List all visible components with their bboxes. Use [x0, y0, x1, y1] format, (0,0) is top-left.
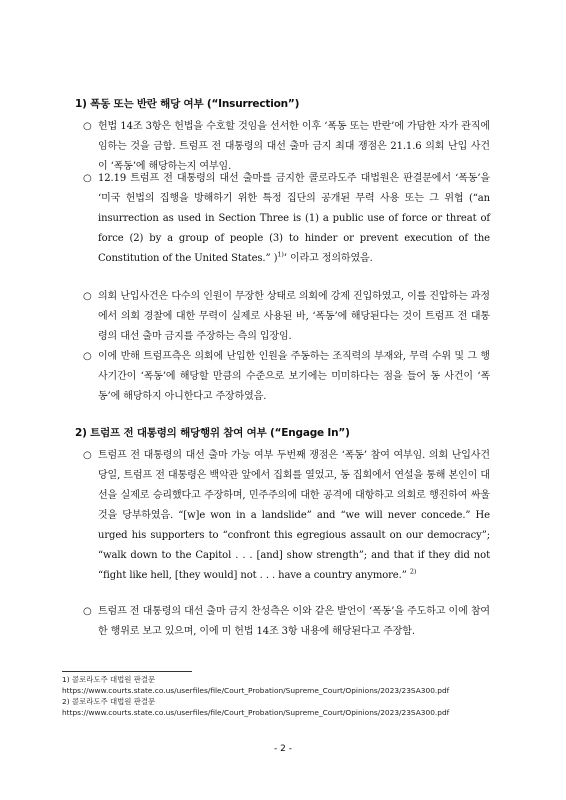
bullet-icon: ○ [83, 351, 92, 362]
section-heading-engage-in: 2) 트럼프 전 대통령의 해당행위 참여 여부 (“Engage In”) [75, 427, 350, 439]
paragraph-2-1-body: 트럼프 전 대통령의 대선 출마 가능 여부 두번째 쟁점은 ‘폭동’ 참여 여부임. 의회 난입사건 당일, 트럼프 전 대통령은 백악관 앞에서 집회를 열었고, 동 집회에서 연설을 통해 본인이 대선을 실제로 승리했다고 주장하며, 민주주의에 대한 공격에 대항하고 의회로 행진하여 싸울것을 당부하였음. “[w]e won in a landslide” and “we will never concede.” He urged his supporters to “confront this egregious assault on our democracy”; “walk down to the Capitol . . . [and] show strength”; and that if they did not “fight like hell, [they would] not . . . have a country anymore.” [98, 450, 490, 581]
paragraph-1-1: 헌법 14조 3항은 헌법을 수호할 것임을 선서한 이후 ‘폭동 또는 반란’에 가담한 자가 관직에 임하는 것을 금함. 트럼프 전 대통령의 대선 출마 금지 최대 쟁점은 21.1.6 의회 난입 사건이 ‘폭동’에 해당하는지 여부임. [98, 121, 490, 172]
bullet-icon: ○ [83, 173, 92, 184]
bullet-icon: ○ [83, 121, 92, 132]
footnote-ref-1: 1) [277, 250, 284, 259]
paragraph-1-4: 이에 반해 트럼프측은 의회에 난입한 인원을 주동하는 조직력의 부재와, 무력 수위 및 그 행사기간이 ‘폭동’에 해당할 만큼의 수준으로 보기에는 미미하다는 점을 들어 동 사건이 ‘폭동’에 해당하지 아니한다고 주장하였음. [98, 351, 490, 402]
paragraph-1-2-body: 12.19 트럼프 전 대통령의 대선 출마를 금지한 콜로라도주 대법원은 판결문에서 ‘폭동’을 ‘미국 헌법의 집행을 방해하기 위한 특정 집단의 공개된 무력 사용 또는 그 위협 (“an insurrection as used in Section Three is (1) a public use of force or threat of force (2) by a group of people (3) to hinder or prevent execution of the Constitution of the United States.” ) [98, 173, 490, 264]
footnote-1-label: 1) 콜로라도주 대법원 판결문 [62, 675, 156, 684]
footnote-2-url: https://www.courts.state.co.us/userfiles/file/Court_Probation/Supreme_Court/Opinions/2023/23SA300.pdf [62, 708, 450, 717]
footnote-ref-2: 2) [409, 567, 417, 576]
paragraph-1-2-tail: ’ 이라고 정의하였음. [283, 253, 373, 264]
bullet-icon: ○ [83, 450, 92, 461]
paragraph-1-2 [98, 169, 490, 269]
footnote-1-url: https://www.courts.state.co.us/userfiles/file/Court_Probation/Supreme_Court/Opinions/2023/23SA300.pdf [62, 686, 450, 695]
section-heading-insurrection: 1) 폭동 또는 반란 해당 여부 (“Insurrection”) [75, 98, 300, 110]
page-number: - 2 - [274, 744, 292, 754]
bullet-icon: ○ [83, 291, 92, 302]
footnote-divider [62, 671, 192, 672]
bullet-icon: ○ [83, 606, 92, 617]
paragraph-1-3: 의회 난입사건은 다수의 인원이 무장한 상태로 의회에 강제 진입하였고, 이를 진압하는 과정에서 의회 경찰에 대한 무력이 실제로 사용된 바, ‘폭동’에 해당된다는 것이 트럼프 전 대통령의 대선 출마 금지를 주장하는 측의 입장임. [98, 291, 490, 342]
paragraph-2-2: 트럼프 전 대통령의 대선 출마 금지 찬성측은 이와 같은 발언이 ‘폭동’을 주도하고 이에 참여한 행위로 보고 있으며, 이에 미 헌법 14조 3항 내용에 해당된다고 주장함. [98, 606, 490, 637]
footnote-2-label: 2) 콜로라도주 대법원 판결문 [62, 697, 156, 706]
paragraph-2-1 [98, 446, 490, 586]
